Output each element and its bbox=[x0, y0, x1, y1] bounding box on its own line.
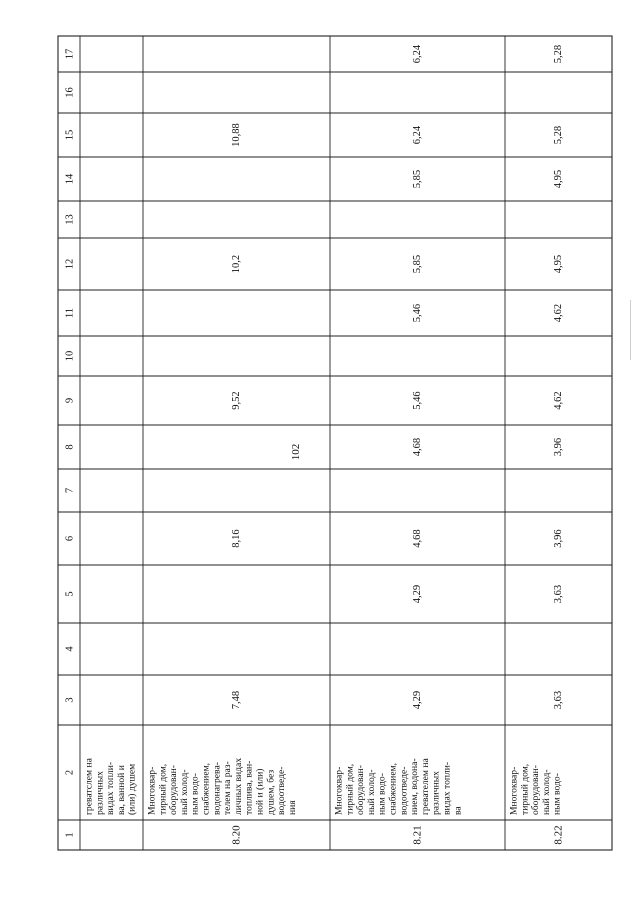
row-value-c14: 4,95 bbox=[553, 169, 564, 189]
row-value-c17: 6,24 bbox=[412, 44, 423, 64]
row-value-c5: 3,63 bbox=[553, 584, 564, 604]
row-value-c6: 3,96 bbox=[553, 529, 564, 548]
column-header-16: 16 bbox=[64, 87, 76, 98]
column-header-11: 11 bbox=[64, 307, 76, 319]
row-description-line: тирный дом, bbox=[157, 763, 169, 815]
column-header-1: 1 bbox=[64, 832, 76, 838]
row-description-line: видах топли- bbox=[105, 761, 117, 815]
row-value-c8: 3,96 bbox=[553, 437, 564, 457]
column-header-13: 13 bbox=[64, 214, 76, 225]
row-description-line: оборудован- bbox=[530, 764, 542, 815]
row-value-c15: 10,88 bbox=[231, 123, 242, 147]
row-number: 8.21 bbox=[411, 825, 424, 845]
row-value-c9: 4,62 bbox=[553, 391, 564, 410]
column-header-5: 5 bbox=[64, 591, 76, 597]
row-description-line: личных видах bbox=[232, 757, 244, 815]
row-value-c3: 3,63 bbox=[553, 690, 564, 710]
row-value-c5: 4,29 bbox=[412, 584, 423, 604]
row-value-c3: 4,29 bbox=[412, 690, 423, 710]
column-header-6: 6 bbox=[64, 535, 76, 542]
column-header-8: 8 bbox=[64, 444, 76, 450]
row-description-line: ным водо- bbox=[551, 773, 563, 815]
row-value-c12: 5,85 bbox=[412, 254, 423, 274]
row-description-line: ния bbox=[286, 800, 298, 815]
row-description-line: ный холод- bbox=[178, 769, 190, 815]
column-header-7: 7 bbox=[64, 487, 76, 494]
row-value-c8: 4,68 bbox=[412, 437, 423, 457]
column-header-3: 3 bbox=[64, 697, 76, 703]
row-value-c12: 10,2 bbox=[231, 254, 242, 274]
row-value-c12: 4,95 bbox=[553, 254, 564, 274]
row-value-c15: 6,24 bbox=[412, 125, 423, 145]
row-description-line: ным водо- bbox=[189, 773, 201, 815]
row-description-line: снабжением, bbox=[387, 762, 399, 815]
row-description-line: ной и (или) bbox=[254, 768, 266, 815]
row-description-line: видах топли- bbox=[441, 761, 453, 815]
column-header-4: 4 bbox=[64, 646, 76, 652]
row-description-line: телем на раз- bbox=[222, 761, 234, 815]
row-value-c17: 5,28 bbox=[553, 44, 564, 64]
row-value-c15: 5,28 bbox=[553, 125, 564, 145]
row-value-c14: 5,85 bbox=[412, 169, 423, 189]
row-description-line: водонагрева- bbox=[211, 762, 223, 815]
row-description-line: различных bbox=[430, 771, 442, 815]
column-header-2: 2 bbox=[64, 769, 76, 776]
page-number: 102 bbox=[290, 443, 302, 461]
row-description-line: оборудован- bbox=[168, 764, 180, 815]
table-border bbox=[58, 36, 612, 850]
row-description-line: греватслем на bbox=[83, 758, 95, 815]
row-description-line: водоотведе- bbox=[398, 766, 410, 815]
row-value-c6: 4,68 bbox=[412, 529, 423, 548]
row-description-line: топлива, ван- bbox=[243, 760, 255, 815]
row-description-line: Многоквар- bbox=[508, 766, 520, 815]
row-description-line: ва, ванной и bbox=[115, 765, 127, 815]
row-description-line: ва bbox=[452, 806, 464, 815]
column-header-17: 17 bbox=[64, 48, 76, 60]
row-description-line: ным водо- bbox=[376, 773, 388, 815]
row-number: 8.20 bbox=[230, 825, 243, 845]
row-description-line: тирный дом, bbox=[519, 763, 531, 815]
row-description-line: гревателем на bbox=[419, 758, 431, 815]
row-description-line: различных bbox=[94, 771, 106, 815]
row-description-line: нием, водона- bbox=[409, 758, 421, 815]
row-description-line: оборудован- bbox=[355, 764, 367, 815]
row-value-c9: 9,52 bbox=[231, 391, 242, 410]
row-value-c6: 8,16 bbox=[231, 529, 242, 548]
row-description-line: душем, без bbox=[265, 769, 277, 815]
row-value-c3: 7,48 bbox=[231, 690, 242, 710]
row-value-c11: 4,62 bbox=[553, 303, 564, 323]
row-description-line: Многоквар- bbox=[146, 766, 158, 815]
column-header-12: 12 bbox=[64, 258, 76, 270]
column-header-10: 10 bbox=[64, 350, 76, 362]
row-number: 8.22 bbox=[552, 825, 565, 845]
column-header-9: 9 bbox=[64, 397, 76, 404]
column-header-14: 14 bbox=[64, 173, 76, 185]
row-description-line: (или) душем bbox=[126, 763, 138, 815]
row-value-c9: 5,46 bbox=[412, 391, 423, 410]
row-description-line: снабжением, bbox=[200, 762, 212, 815]
row-description-line: тирный дом, bbox=[344, 763, 356, 815]
row-description-line: Многоквар- bbox=[333, 766, 345, 815]
row-description-line: ный холод- bbox=[540, 769, 552, 815]
row-value-c11: 5,46 bbox=[412, 303, 423, 323]
row-description-line: водоотведе- bbox=[276, 766, 288, 815]
column-header-15: 15 bbox=[64, 129, 76, 141]
row-description-line: ный холод- bbox=[365, 769, 377, 815]
